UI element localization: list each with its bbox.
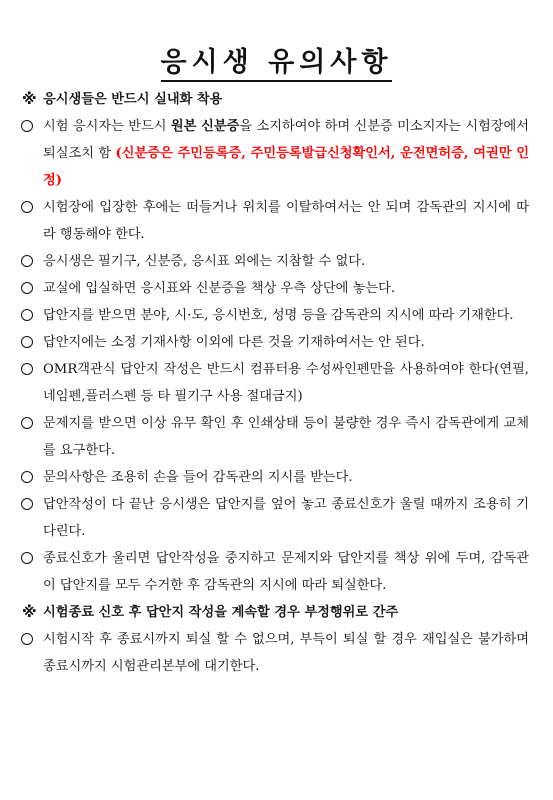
- circle-bullet-icon: [21, 255, 33, 267]
- circle-bullet-icon: [21, 309, 33, 321]
- circle-bullet-icon: [21, 552, 33, 564]
- circle-bullet-icon: [21, 120, 33, 132]
- circle-bullet-icon: [21, 336, 33, 348]
- page-title: [0, 40, 553, 79]
- item-no-extra-writing: [0, 329, 553, 356]
- item-text: 답안지를 받으면 분야, 시·도, 응시번호, 성명 등을 감독관의 지시에 따라 기재한다.: [43, 308, 514, 323]
- circle-bullet-icon: [21, 282, 33, 294]
- item-finished: [0, 491, 553, 545]
- item-no-exit: [0, 626, 553, 680]
- circle-bullet-icon: [21, 363, 33, 375]
- item-text: 답안지에는 소정 기재사항 이외에 다른 것을 기재하여서는 안 된다.: [43, 335, 425, 350]
- reference-mark-icon: ※: [22, 603, 37, 621]
- item-questions: [0, 464, 553, 491]
- circle-bullet-icon: [21, 498, 33, 510]
- circle-bullet-icon: [21, 201, 33, 213]
- item-text: OMR객관식 답안지 작성은 반드시 컴퓨터용 수성싸인펜만을 사용하여야 한다(연필,네임펜,플러스펜 등 타 필기구 사용 절대금지): [43, 362, 529, 404]
- item-answer-sheet-info: [0, 302, 553, 329]
- page-title-text: 응시생 유의사항: [161, 47, 393, 82]
- circle-bullet-icon: [21, 633, 33, 645]
- item-belongings: [0, 248, 553, 275]
- note-text: 응시생들은 반드시 실내화 착용: [43, 92, 223, 107]
- item-text: 을 소지하여야 하며 신분증 미소지자는 시험장에서 퇴실조치 함: [43, 119, 529, 161]
- item-text: 응시생은 필기구, 신분증, 응시표 외에는 지참할 수 없다.: [43, 254, 366, 269]
- item-end-signal: [0, 545, 553, 599]
- note-indoor-shoes: [0, 86, 553, 113]
- item-text: 문의사항은 조용히 손을 들어 감독관의 지시를 받는다.: [43, 470, 353, 485]
- reference-mark-icon: ※: [22, 90, 37, 108]
- note-text: 시험종료 신호 후 답안지 작성을 계속할 경우 부정행위로 간주: [43, 605, 399, 620]
- notice-list: [0, 86, 553, 680]
- item-entry: [0, 194, 553, 248]
- item-text: 시험장에 입장한 후에는 떠들거나 위치를 이탈하여서는 안 되며 감독관의 지시에 따라 행동해야 한다.: [43, 200, 529, 242]
- item-text-bold: 원본 신분증: [170, 119, 240, 134]
- item-text: 시험시작 후 종료시까지 퇴실 할 수 없으며, 부득이 퇴실 할 경우 재입실은 불가하며 종료시까지 시험관리본부에 대기한다.: [43, 632, 529, 674]
- item-text: 답안작성이 다 끝난 응시생은 답안지를 엎어 놓고 종료신호가 울릴 때까지 조용히 기다린다.: [43, 497, 529, 539]
- item-desk: [0, 275, 553, 302]
- item-text: 교실에 입실하면 응시표와 신분증을 책상 우측 상단에 놓는다.: [43, 281, 396, 296]
- item-question-paper: [0, 410, 553, 464]
- item-text-red: (신분증은 주민등록증, 주민등록발급신청확인서, 운전면허증, 여권만 인정): [43, 146, 529, 188]
- circle-bullet-icon: [21, 471, 33, 483]
- item-omr: [0, 356, 553, 410]
- note-misconduct: [0, 599, 553, 626]
- circle-bullet-icon: [21, 417, 33, 429]
- item-text: 문제지를 받으면 이상 유무 확인 후 인쇄상태 등이 불량한 경우 즉시 감독관에게 교체를 요구한다.: [43, 416, 529, 458]
- item-text: 시험 응시자는 반드시: [43, 119, 171, 134]
- item-id-card: [0, 113, 553, 194]
- item-text: 종료신호가 울리면 답안작성을 중지하고 문제지와 답안지를 책상 위에 두며, 감독관이 답안지를 모두 수거한 후 감독관의 지시에 따라 퇴실한다.: [43, 551, 529, 593]
